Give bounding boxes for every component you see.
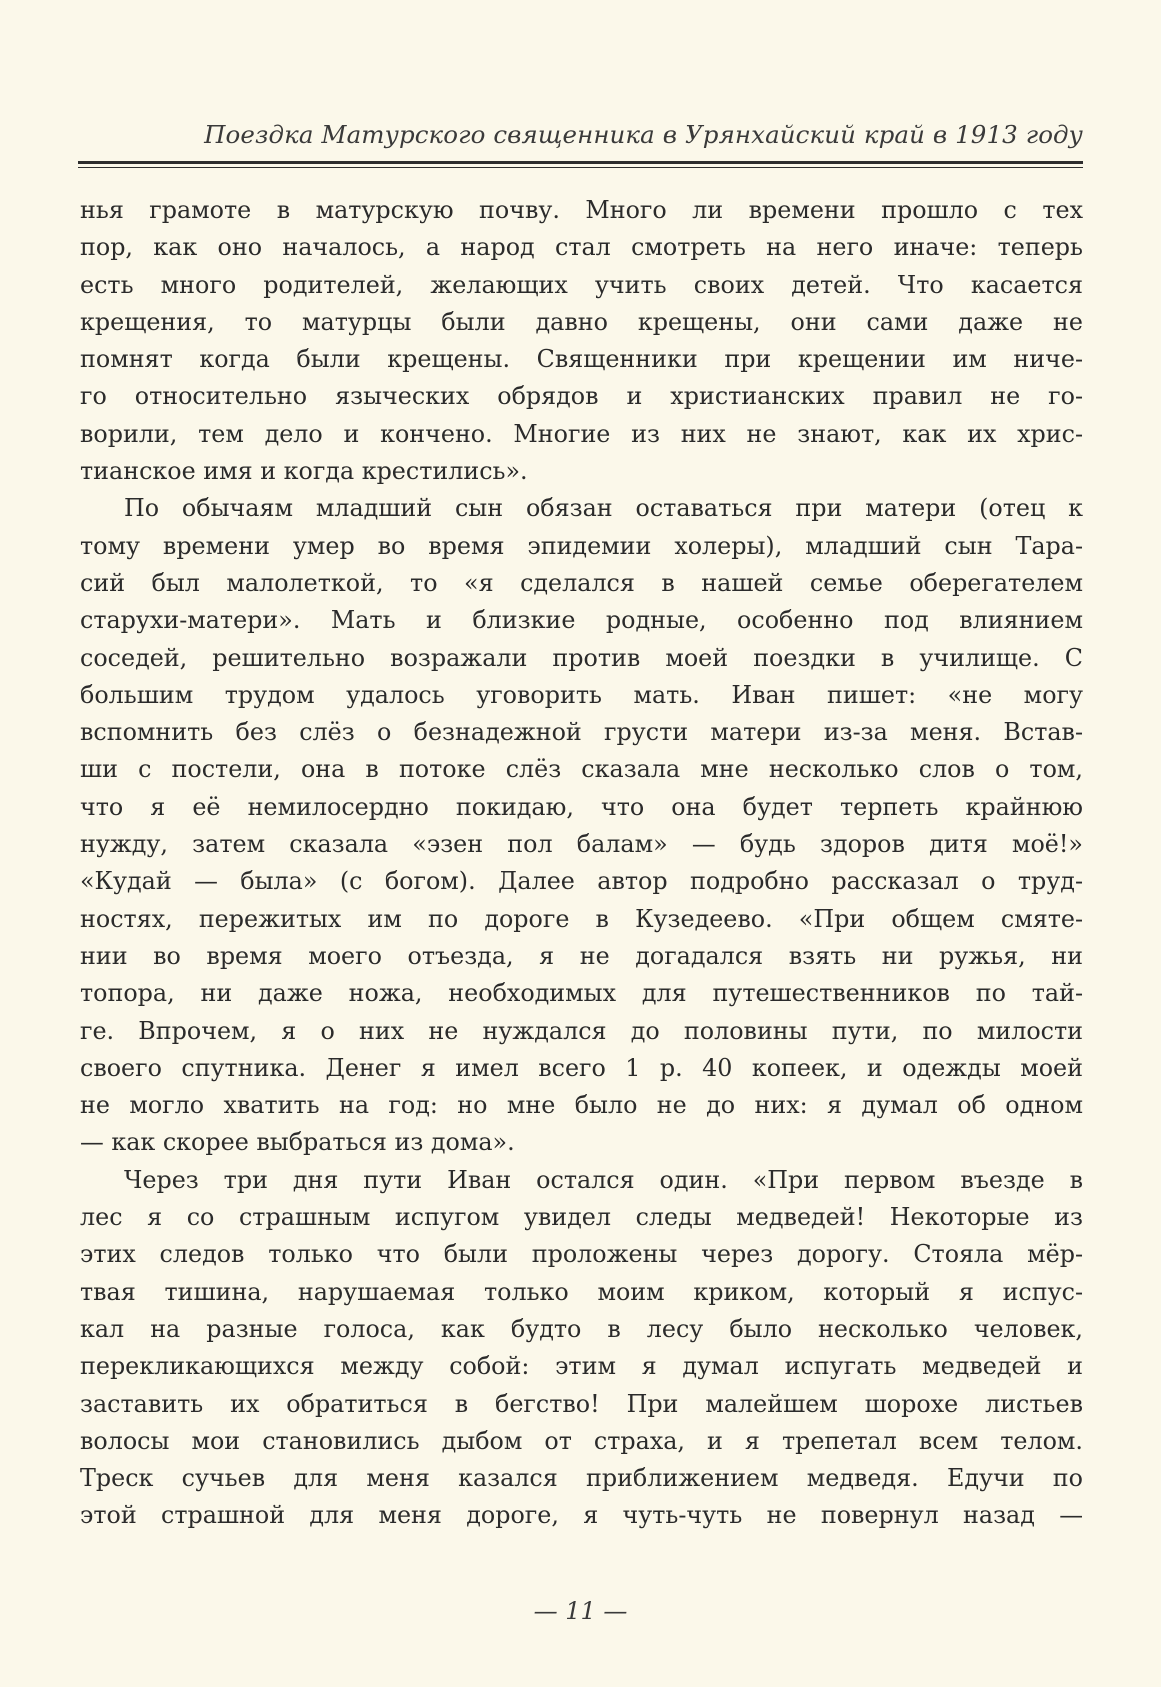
- text-line: заставить их обратиться в бегство! При малейшем шорохе листьев: [80, 1389, 1083, 1418]
- text-line: пор, как оно началось, а народ стал смотреть на него иначе: теперь: [80, 233, 1083, 262]
- header-rule-thin: [78, 167, 1083, 168]
- text-line: этих следов только что были проложены через дорогу. Стояла мёр-: [80, 1240, 1083, 1269]
- text-line: лес я со страшным испугом увидел следы медведей! Некоторые из: [80, 1203, 1083, 1232]
- text-line-paragraph-start: Через три дня пути Иван остался один. «При первом въезде в: [124, 1165, 1083, 1194]
- text-line: нужду, затем сказала «эзен пол балам» — будь здоров дитя моё!»: [80, 830, 1083, 859]
- text-line: не могло хватить на год: но мне было не до них: я думал об одном: [80, 1091, 1083, 1120]
- text-line: старухи-матери». Мать и близкие родные, особенно под влиянием: [80, 606, 1083, 635]
- text-line: тому времени умер во время эпидемии холеры), младший сын Тара-: [80, 531, 1083, 560]
- text-line: Треск сучьев для меня казался приближением медведя. Едучи по: [80, 1464, 1083, 1493]
- text-line: го относительно языческих обрядов и христианских правил не го-: [80, 382, 1083, 411]
- text-line-paragraph-end: — как скорее выбраться из дома».: [80, 1128, 515, 1157]
- text-line: помнят когда были крещены. Священники при крещении им ниче-: [80, 345, 1083, 374]
- text-line: «Кудай — была» (с богом). Далее автор подробно рассказал о труд-: [80, 867, 1083, 896]
- text-line: ворили, тем дело и кончено. Многие из них не знают, как их хрис-: [80, 419, 1083, 448]
- text-line: что я её немилосердно покидаю, что она будет терпеть крайнюю: [80, 792, 1083, 821]
- header-rule-thick: [78, 161, 1083, 164]
- text-line: соседей, решительно возражали против моей поездки в училище. С: [80, 643, 1083, 672]
- body-text: [80, 192, 1083, 1535]
- text-line: перекликающихся между собой: этим я думал испугать медведей и: [80, 1352, 1083, 1381]
- text-line-paragraph-end: тианское имя и когда крестились».: [80, 457, 528, 486]
- text-line: волосы мои становились дыбом от страха, и я трепетал всем телом.: [80, 1426, 1083, 1455]
- text-line: твая тишина, нарушаемая только моим криком, который я испус-: [80, 1277, 1083, 1306]
- text-line: вспомнить без слёз о безнадежной грусти матери из-за меня. Встав-: [80, 718, 1083, 747]
- text-line: ши с постели, она в потоке слёз сказала мне несколько слов о том,: [80, 755, 1083, 784]
- text-line: ге. Впрочем, я о них не нуждался до половины пути, по милости: [80, 1016, 1083, 1045]
- text-line: своего спутника. Денег я имел всего 1 р. 40 копеек, и одежды моей: [80, 1053, 1083, 1082]
- text-line: крещения, то матурцы были давно крещены, они сами даже не: [80, 307, 1083, 336]
- text-line: кал на разные голоса, как будто в лесу было несколько человек,: [80, 1314, 1083, 1343]
- text-line: есть много родителей, желающих учить своих детей. Что касается: [80, 270, 1083, 299]
- text-line: нья грамоте в матурскую почву. Много ли времени прошло с тех: [80, 196, 1083, 224]
- text-line: большим трудом удалось уговорить мать. Иван пишет: «не могу: [80, 680, 1083, 709]
- running-header-title: Поездка Матурского священника в Урянхайский край в 1913 году: [204, 120, 1083, 149]
- text-line-paragraph-start: По обычаям младший сын обязан оставаться при матери (отец к: [124, 494, 1083, 523]
- page-number: — 11 —: [533, 1597, 628, 1625]
- text-line: этой страшной для меня дороге, я чуть-чуть не повернул назад —: [80, 1501, 1083, 1530]
- text-line: ностях, пережитых им по дороге в Кузедеево. «При общем смяте-: [80, 904, 1083, 933]
- text-line: топора, ни даже ножа, необходимых для путешественников по тай-: [80, 979, 1083, 1008]
- text-line: нии во время моего отъезда, я не догадался взять ни ружья, ни: [80, 941, 1083, 970]
- text-line: сий был малолеткой, то «я сделался в нашей семье оберегателем: [80, 568, 1083, 597]
